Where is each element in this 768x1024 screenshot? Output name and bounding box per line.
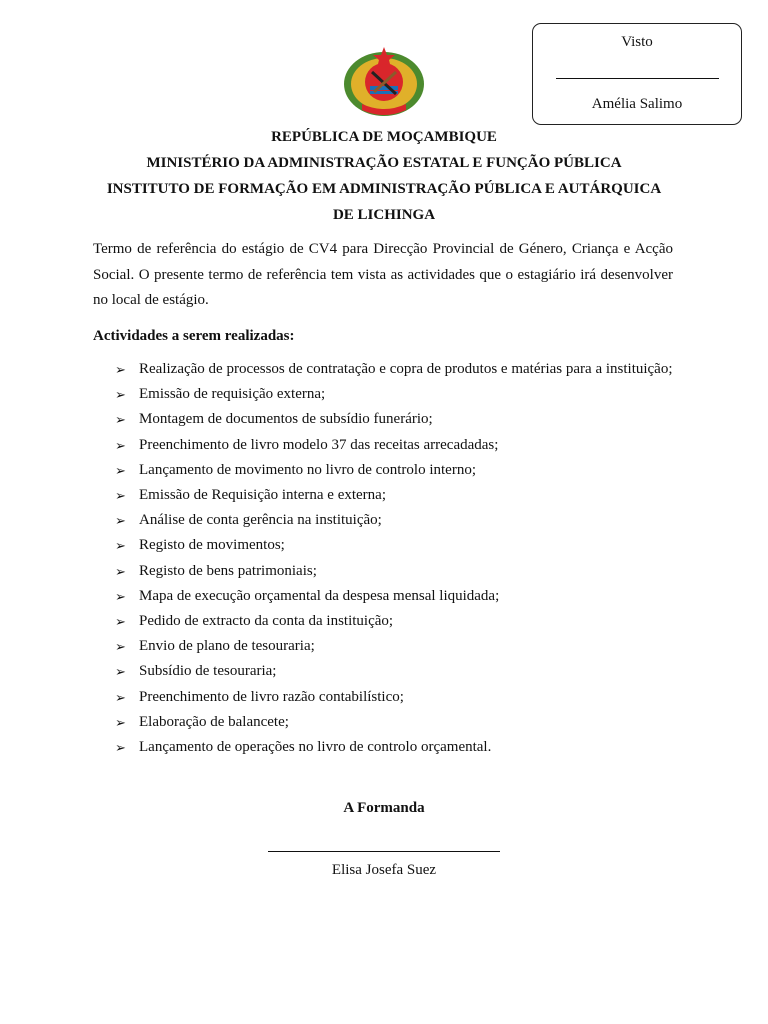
document-header (80, 124, 688, 228)
list-item: ➢ Subsídio de tesouraria; (93, 659, 673, 684)
arrow-bullet-icon: ➢ (115, 488, 126, 504)
header-ministry: MINISTÉRIO DA ADMINISTRAÇÃO ESTATAL E FUNÇÃO PÚBLICA (146, 155, 622, 171)
visto-box (532, 23, 742, 125)
arrow-bullet-icon: ➢ (115, 462, 126, 478)
header-republic: REPÚBLICA DE MOÇAMBIQUE (271, 129, 497, 145)
list-item: ➢ Registo de movimentos; (93, 533, 673, 558)
arrow-bullet-icon: ➢ (115, 538, 126, 554)
visto-name: Amélia Salimo (591, 96, 683, 112)
signature-name: Elisa Josefa Suez (331, 862, 437, 878)
arrow-bullet-icon: ➢ (115, 412, 126, 428)
list-item: ➢ Mapa de execução orçamental da despesa mensal liquidada; (93, 584, 673, 609)
visto-signature-line (556, 78, 719, 79)
list-item: ➢ Emissão de requisição externa; (93, 382, 673, 407)
list-item: ➢ Emissão de Requisição interna e externa; (93, 483, 673, 508)
activities-list (93, 357, 673, 760)
list-item: ➢ Montagem de documentos de subsídio funerário; (93, 407, 673, 432)
list-item: ➢ Registo de bens patrimoniais; (93, 559, 673, 584)
arrow-bullet-icon: ➢ (115, 714, 126, 730)
header-institute-city: DE LICHINGA (332, 207, 436, 223)
arrow-bullet-icon: ➢ (115, 362, 126, 377)
signature-role: A Formanda (343, 800, 425, 816)
arrow-bullet-icon: ➢ (115, 437, 126, 453)
intro-paragraph: Termo de referência do estágio de CV4 para Direcção Provincial de Género, Criança e Acção Social. O presente termo de referência tem vista as actividades que o estagiário irá desenvolver no local de estágio. (93, 241, 673, 308)
list-item: ➢ Preenchimento de livro razão contabilístico; (93, 685, 673, 710)
arrow-bullet-icon: ➢ (115, 563, 126, 579)
arrow-bullet-icon: ➢ (115, 664, 126, 680)
mozambique-coat-of-arms-icon (340, 42, 428, 120)
header-institute: INSTITUTO DE FORMAÇÃO EM ADMINISTRAÇÃO PÚBLICA E AUTÁRQUICA (106, 181, 662, 197)
arrow-bullet-icon: ➢ (115, 740, 126, 756)
list-item: ➢ Realização de processos de contratação e copra de produtos e matérias para a instituição; (93, 357, 673, 382)
arrow-bullet-icon: ➢ (115, 639, 126, 655)
list-item: ➢ Preenchimento de livro modelo 37 das receitas arrecadadas; (93, 433, 673, 458)
arrow-bullet-icon: ➢ (115, 513, 126, 529)
arrow-bullet-icon: ➢ (115, 689, 126, 705)
arrow-bullet-icon: ➢ (115, 588, 126, 604)
arrow-bullet-icon: ➢ (115, 387, 126, 403)
list-item: ➢ Envio de plano de tesouraria; (93, 634, 673, 659)
list-item: ➢ Análise de conta gerência na instituição; (93, 508, 673, 533)
arrow-bullet-icon: ➢ (115, 614, 126, 630)
list-item: ➢ Lançamento de movimento no livro de controlo interno; (93, 458, 673, 483)
list-item: ➢ Lançamento de operações no livro de controlo orçamental. (93, 735, 673, 760)
signature-line (268, 851, 500, 852)
activities-heading: Actividades a serem realizadas: (93, 328, 295, 344)
list-item: ➢ Pedido de extracto da conta da instituição; (93, 609, 673, 634)
list-item: ➢ Elaboração de balancete; (93, 710, 673, 735)
visto-title: Visto (621, 34, 653, 50)
